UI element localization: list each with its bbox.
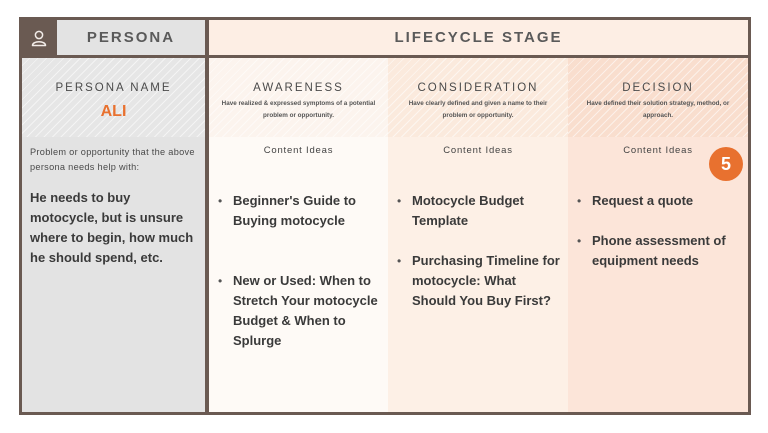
bullet-icon: • <box>397 194 402 208</box>
persona-name-label: PERSONA NAME <box>55 82 172 94</box>
bullet-icon: • <box>397 254 402 268</box>
consideration-idea-1 <box>397 191 552 231</box>
decision-title: DECISION <box>622 82 694 94</box>
consideration-title: CONSIDERATION <box>417 82 539 94</box>
awareness-description: Have realized & expressed symptoms of a potential problem or opportunity. <box>221 100 376 119</box>
idea-text: Motocycle Budget Template <box>412 193 524 228</box>
problem-label: Problem or opportunity that the above persona needs help with: <box>30 147 195 172</box>
decision-idea-1 <box>577 191 742 211</box>
problem-text: He needs to buy motocycle, but is unsure where to begin, how much he should spend, etc. <box>30 190 194 265</box>
awareness-idea-1 <box>218 191 383 231</box>
awareness-column <box>209 58 388 412</box>
consideration-column <box>388 58 568 412</box>
user-icon <box>22 20 56 55</box>
bullet-icon: • <box>577 194 582 208</box>
consideration-description: Have clearly defined and given a name to their problem or opportunity. <box>408 100 548 119</box>
idea-text: Beginner's Guide to Buying motocycle <box>233 193 356 228</box>
decision-column <box>568 58 748 412</box>
step-number-badge: 5 <box>709 147 743 181</box>
awareness-title: AWARENESS <box>253 82 344 94</box>
decision-idea-2 <box>577 231 742 271</box>
idea-text: New or Used: When to Stretch Your motocycle Budget & When to Splurge <box>233 273 378 348</box>
persona-column <box>22 58 205 412</box>
bullet-icon: • <box>218 194 223 208</box>
awareness-idea-2 <box>218 271 385 351</box>
awareness-content-ideas-label: Content Ideas <box>263 145 334 156</box>
bullet-icon: • <box>577 234 582 248</box>
consideration-content-ideas-label: Content Ideas <box>443 145 513 156</box>
idea-text: Purchasing Timeline for motocycle: What Should You Buy First? <box>412 253 560 308</box>
bullet-icon: • <box>218 274 223 288</box>
persona-name: ALI <box>100 103 127 120</box>
consideration-idea-2 <box>397 251 562 311</box>
lifecycle-stage-header: LIFECYCLE STAGE <box>209 20 748 55</box>
persona-lifecycle-table <box>19 17 751 415</box>
persona-name-band <box>22 58 205 137</box>
decision-description: Have defined their solution strategy, method, or approach. <box>586 100 730 119</box>
idea-text: Request a quote <box>592 193 694 208</box>
persona-header: PERSONA <box>57 20 205 55</box>
decision-content-ideas-label: Content Ideas <box>623 145 693 156</box>
idea-text: Phone assessment of equipment needs <box>592 233 726 268</box>
